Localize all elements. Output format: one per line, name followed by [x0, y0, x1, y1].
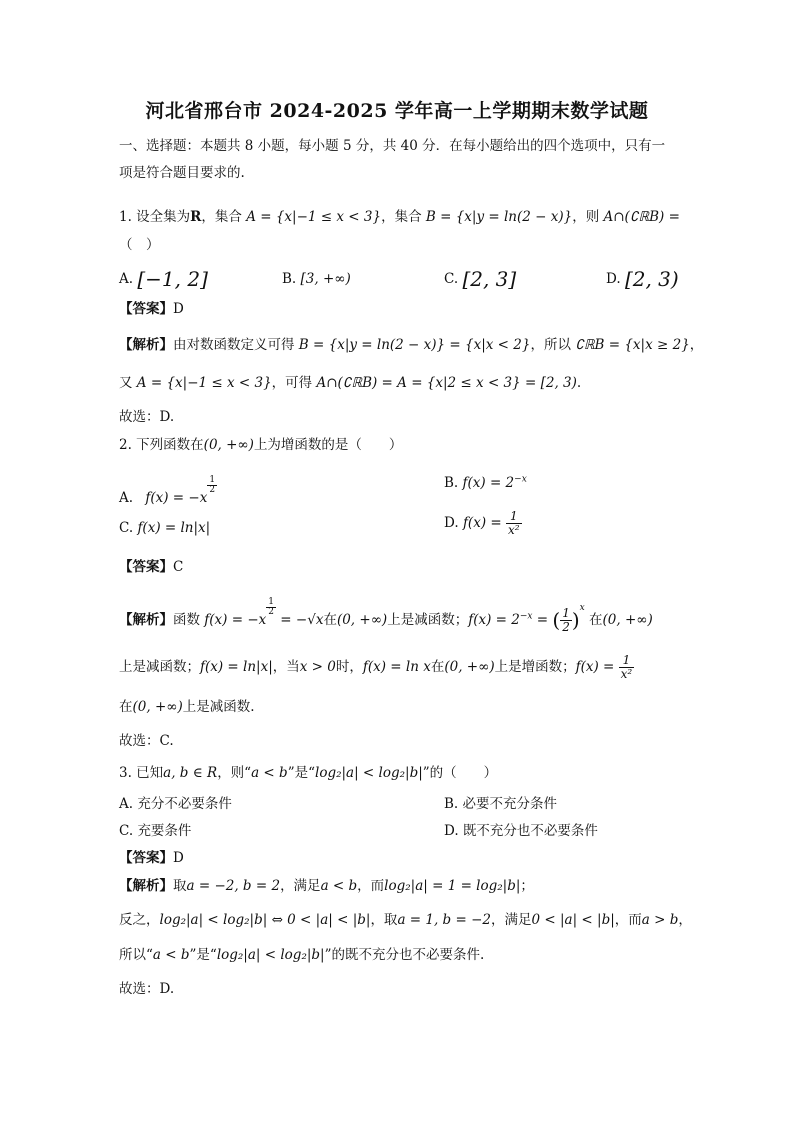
q1-option-B: [282, 270, 351, 288]
q1-stem-R: R: [190, 209, 202, 225]
option-value: f(x) = ln|x|: [137, 520, 211, 536]
option-label: D.: [606, 271, 621, 287]
option-value: 充分不必要条件: [137, 796, 232, 812]
q1-option-A: [119, 267, 208, 291]
analysis-formula: a < b: [320, 878, 358, 894]
section-heading-line1: 一、选择题：本题共 8 小题，每小题 5 分，共 40 分．在每小题给出的四个选项中，只有一: [119, 138, 666, 154]
analysis-text: ，而: [357, 878, 385, 894]
q2-analysis-line2: [119, 654, 634, 681]
analysis-text: 在: [430, 659, 445, 675]
analysis-formula: f(x) = −x: [204, 612, 267, 628]
q3-stem-text: ，则“: [217, 765, 252, 781]
q1-expression: A∩(∁ℝB) =: [603, 209, 680, 225]
analysis-formula: B = {x|y = ln(2 − x)} = {x|x < 2}: [298, 337, 531, 353]
analysis-interval: (0, +∞): [336, 612, 388, 628]
exp-den: 2: [209, 485, 216, 495]
q2-option-D: [444, 510, 522, 537]
q1-answer: [119, 300, 184, 318]
q1-analysis-line2: [119, 374, 581, 392]
q3-conclusion: 故选：D.: [119, 981, 175, 997]
option-label: C.: [119, 520, 134, 536]
option-value: 既不充分也不必要条件: [462, 823, 598, 839]
analysis-text: 在: [323, 612, 337, 628]
analysis-formula: f(x) =: [575, 659, 615, 675]
analysis-text: .: [576, 375, 582, 391]
q1-set-A: A = {x|−1 ≤ x < 3}: [246, 209, 382, 225]
analysis-formula: A = {x|−1 ≤ x < 3}: [136, 375, 272, 391]
analysis-formula: a = 1, b = −2: [397, 912, 491, 928]
option-exponent: −x: [514, 474, 527, 485]
analysis-fraction: [560, 607, 572, 634]
analysis-formula: A∩(∁ℝB) = A = {x|2 ≤ x < 3} = [2, 3): [316, 375, 577, 391]
q2-interval: (0, +∞): [203, 437, 254, 453]
option-label: B.: [444, 796, 459, 812]
q3-option-C: [119, 822, 191, 840]
q1-stem-text: ，则: [572, 209, 600, 225]
answer-value: C: [173, 559, 184, 575]
analysis-formula: =: [536, 612, 549, 628]
q2-option-A: [119, 476, 217, 507]
analysis-formula: a < b: [152, 947, 190, 963]
option-value: f(x) = −x: [145, 490, 208, 506]
analysis-text: ，当: [272, 659, 300, 675]
option-value: f(x) = 2: [462, 475, 515, 491]
exp-den: 2: [268, 607, 274, 617]
q3-stem: [119, 764, 497, 782]
q3-formula: a < b: [251, 765, 288, 781]
analysis-exponent: −x: [519, 611, 533, 622]
option-label: A.: [119, 271, 134, 287]
exp-num: 1: [268, 597, 274, 607]
analysis-text: 上是减函数.: [182, 699, 255, 715]
analysis-text: 在: [119, 699, 133, 715]
option-exponent: [207, 476, 217, 495]
analysis-text: 上是增函数；: [494, 659, 576, 675]
answer-value: D: [173, 301, 184, 317]
option-value: 充要条件: [137, 823, 192, 839]
analysis-text: ，: [689, 337, 704, 353]
q3-stem-text: ”是“: [287, 765, 315, 781]
q1-stem-text: 1. 设全集为: [119, 209, 191, 225]
option-value: [−1, 2]: [137, 267, 208, 291]
frac-num: 1: [506, 510, 522, 524]
q1-conclusion: 故选：D.: [119, 409, 175, 425]
q2-stem: [119, 436, 402, 454]
analysis-formula: log₂|a| < log₂|b| ⇔ 0 < |a| < |b|: [159, 912, 371, 928]
analysis-text: 在: [589, 612, 603, 628]
paren-right: ): [571, 608, 580, 632]
option-label: B.: [282, 271, 297, 287]
analysis-text: ，可得: [271, 375, 313, 391]
frac-den: x²: [507, 523, 520, 537]
option-label: A.: [119, 796, 134, 812]
q2-conclusion: 故选：C.: [119, 733, 174, 749]
q2-analysis-line1: [119, 598, 653, 634]
analysis-formula: ∁ℝB = {x|x ≥ 2}: [575, 337, 690, 353]
analysis-text: ，满足: [491, 912, 532, 928]
analysis-label: 【解析】: [119, 612, 173, 628]
answer-label: 【答案】: [119, 850, 173, 866]
q3-answer: [119, 849, 184, 867]
q3-stem-text: ”的（ ）: [422, 765, 498, 781]
analysis-formula: log₂|a| < log₂|b|: [216, 947, 325, 963]
option-label: D.: [444, 515, 459, 531]
analysis-formula: 0 < |a| < |b|: [531, 912, 615, 928]
analysis-interval: (0, +∞): [444, 659, 495, 675]
analysis-text: ”是“: [189, 947, 217, 963]
analysis-text: 所以“: [119, 947, 153, 963]
paren-left: (: [552, 608, 561, 632]
q2-analysis-line3: [119, 698, 255, 716]
analysis-formula: a > b: [641, 912, 679, 928]
analysis-formula: log₂|a| = 1 = log₂|b|: [384, 878, 521, 894]
analysis-formula: = −√x: [280, 612, 324, 628]
frac-den: x²: [620, 667, 633, 681]
option-label: A.: [119, 490, 134, 506]
analysis-exponent: [266, 598, 276, 617]
q2-option-B: [444, 474, 527, 492]
analysis-text: ，而: [614, 912, 642, 928]
exp-num: 1: [209, 475, 216, 485]
q2-option-C: [119, 519, 210, 537]
q3-option-D: [444, 822, 598, 840]
analysis-label: 【解析】: [119, 337, 173, 353]
analysis-formula: f(x) = 2: [468, 612, 520, 628]
analysis-text: ，满足: [280, 878, 321, 894]
q2-answer: [119, 558, 183, 576]
option-label: C.: [119, 823, 134, 839]
q3-stem-text: 3. 已知: [119, 765, 164, 781]
q1-stem: [119, 208, 680, 226]
analysis-text: 取: [173, 878, 187, 894]
q1-analysis-line1: [119, 336, 703, 354]
section-heading-line2: 项是符合题目要求的.: [119, 165, 245, 181]
analysis-label: 【解析】: [119, 878, 173, 894]
analysis-interval: (0, +∞): [602, 612, 653, 628]
option-value: [2, 3]: [462, 267, 517, 291]
option-fraction: [506, 510, 522, 537]
option-value: f(x) =: [462, 515, 502, 531]
q3-analysis-line2: [119, 911, 692, 929]
q3-option-B: [444, 795, 557, 813]
analysis-formula: f(x) = ln|x|: [200, 659, 273, 675]
q1-set-B: B = {x|y = ln(2 − x)}: [425, 209, 573, 225]
q2-stem-text: 2. 下列函数在: [119, 437, 204, 453]
frac-num: 1: [619, 654, 635, 668]
analysis-text: ；: [520, 878, 534, 894]
option-value: 必要不充分条件: [462, 796, 558, 812]
analysis-formula: f(x) = ln x: [362, 659, 431, 675]
page-title: 河北省邢台市 2024-2025 学年高一上学期期末数学试题: [145, 100, 649, 122]
option-value: [3, +∞): [300, 271, 351, 287]
analysis-text: 上是减函数；: [119, 659, 200, 675]
q1-paren: （ ）: [119, 237, 160, 253]
q3-analysis-line3: [119, 946, 484, 964]
analysis-formula: a = −2, b = 2: [186, 878, 281, 894]
analysis-text: ，: [678, 912, 692, 928]
option-label: D.: [444, 823, 459, 839]
analysis-formula: x > 0: [299, 659, 336, 675]
analysis-text: ，取: [370, 912, 398, 928]
q2-stem-text: 上为增函数的是（ ）: [253, 437, 403, 453]
q1-option-D: [606, 267, 679, 291]
analysis-interval: (0, +∞): [132, 699, 183, 715]
analysis-text: 函数: [173, 612, 200, 628]
analysis-text: 又: [119, 375, 133, 391]
q3-option-A: [119, 795, 232, 813]
analysis-fraction: [619, 654, 635, 681]
analysis-text: 上是减函数；: [387, 612, 469, 628]
analysis-text: 时，: [335, 659, 363, 675]
q1-option-C: [444, 267, 517, 291]
answer-label: 【答案】: [119, 301, 173, 317]
answer-label: 【答案】: [119, 559, 173, 575]
option-label: C.: [444, 271, 459, 287]
q1-stem-text: ，集合: [381, 209, 422, 225]
option-value: [2, 3): [624, 267, 679, 291]
q1-stem-text: ，集合: [201, 209, 242, 225]
answer-value: D: [173, 850, 184, 866]
analysis-text: ，所以: [530, 337, 571, 353]
frac-den: 2: [562, 620, 570, 634]
q3-formula: a, b ∈ R: [163, 765, 218, 781]
analysis-text: 反之，: [119, 912, 160, 928]
frac-num: 1: [562, 606, 570, 620]
analysis-exponent: x: [579, 603, 585, 613]
analysis-text: ”的既不充分也不必要条件.: [324, 947, 485, 963]
q3-analysis-line1: [119, 877, 534, 895]
option-label: B.: [444, 475, 459, 491]
q3-formula: log₂|a| < log₂|b|: [315, 765, 423, 781]
analysis-text: 由对数函数定义可得: [173, 337, 295, 353]
